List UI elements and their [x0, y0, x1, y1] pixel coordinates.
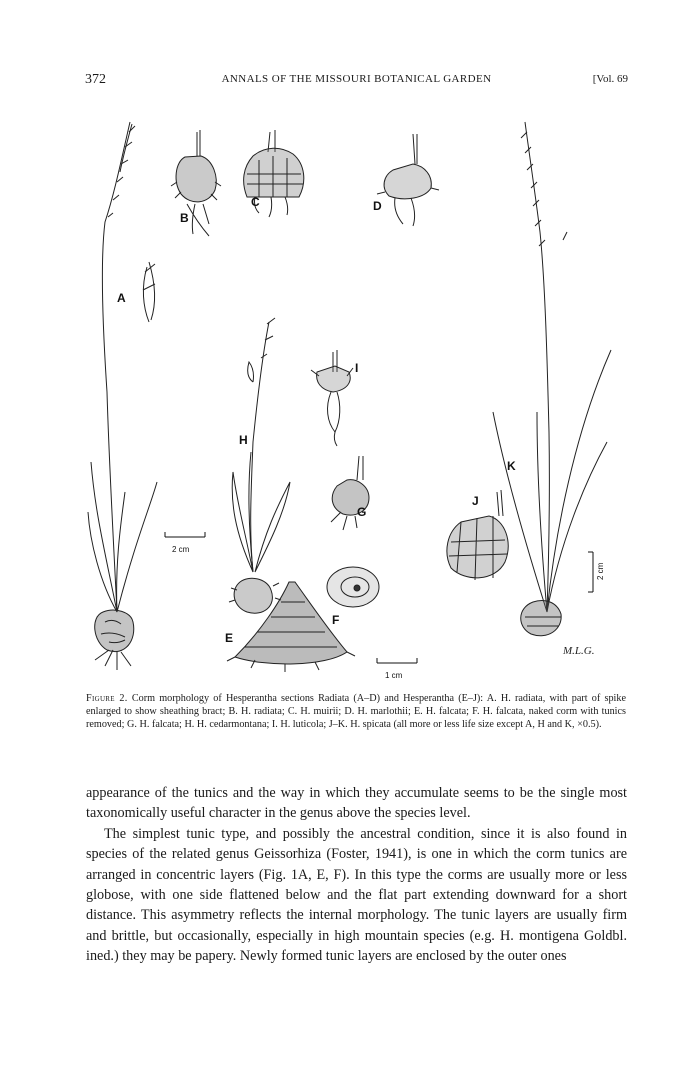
figure-plate — [85, 112, 630, 687]
corm-f-drawing — [327, 567, 379, 607]
scale-bar-bottom — [377, 658, 417, 663]
scale-bar-right — [588, 552, 593, 592]
panel-label-k: K — [507, 459, 516, 473]
panel-label-c: C — [251, 195, 260, 209]
panel-label-d: D — [373, 199, 382, 213]
panel-label-b: B — [180, 211, 189, 225]
paragraph: appearance of the tunics and the way in which they accumulate seems to be the single most taxonomically useful character in the genus above the species level. — [86, 785, 627, 822]
corm-i-drawing — [311, 350, 353, 446]
running-header — [85, 72, 628, 92]
panel-label-h: H — [239, 433, 248, 447]
plant-a-drawing — [88, 122, 157, 670]
panel-label-i: I — [355, 361, 359, 375]
body-text — [86, 783, 627, 967]
figure-label: Figure 2. — [86, 693, 128, 704]
illustrator-signature: M.L.G. — [563, 645, 595, 657]
scale-label-right: 2 cm — [596, 562, 605, 580]
figure-caption — [86, 692, 626, 731]
panel-label-g: G — [357, 505, 367, 519]
scale-bar-left — [165, 532, 205, 537]
journal-title: ANNALS OF THE MISSOURI BOTANICAL GARDEN — [221, 73, 492, 85]
plant-h-drawing — [229, 318, 290, 613]
panel-label-j: J — [472, 494, 479, 508]
scale-label-bottom: 1 cm — [385, 671, 403, 680]
scale-label-left: 2 cm — [172, 545, 190, 554]
corm-b-drawing — [171, 130, 221, 236]
panel-label-f: F — [332, 613, 340, 627]
page-number: 372 — [85, 72, 106, 87]
panel-label-e: E — [225, 631, 234, 645]
botanical-illustration — [85, 112, 630, 687]
panel-label-a: A — [117, 291, 126, 305]
caption-text: Corm morphology of Hesperantha sections Radiata (A–D) and Hesperantha (E–J): A. H. radiata, with part of spike enlarged to show sheathing bract; B. H. radiata; C. H. muirii; D. H. marlothii; E. H. falcata; F. H. falcata, naked corm with tunics removed; G. H. falcata; H. H. cedarmontana; I. H. luticola; J–K. H. spicata (all more or less life size except A, H and K, ×0.5). — [86, 693, 627, 730]
corm-d-drawing — [377, 134, 439, 226]
paragraph: The simplest tunic type, and possibly the ancestral condition, since it is also found in species of the related genus Geissorhiza (Foster, 1941), is one in which the corm tunics are arranged in concentric layers (Fig. 1A, E, F). In this type the corms are usually more or less globose, with one side flattened below and the flat part extending downward for a short distance. This asymmetry reflects the internal morphology. The tunic layers are usually firm and brittle, but occasionally, especially in high mountain species (e.g. H. montigena Goldbl. ined.) they may be papery. Newly formed tunic layers are enclosed by the outer ones — [86, 825, 627, 965]
volume-label: [Vol. 69 — [592, 73, 628, 85]
